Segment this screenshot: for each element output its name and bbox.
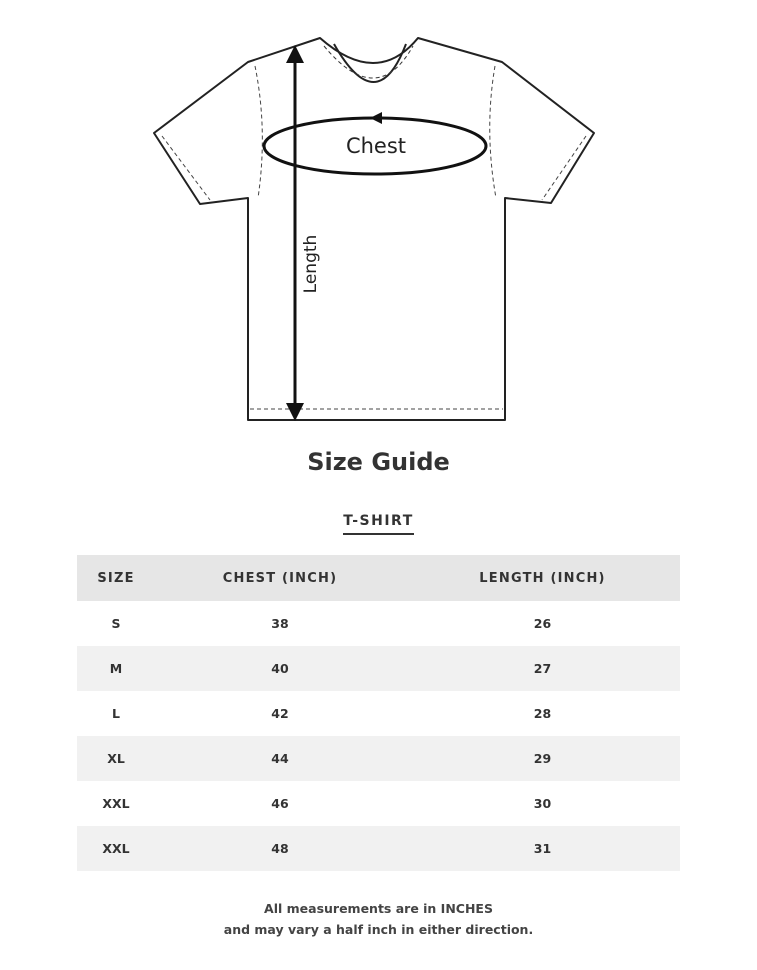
page-title: Size Guide (307, 448, 450, 476)
cell-size: S (111, 616, 121, 631)
table-row (77, 781, 680, 826)
cell-chest: 38 (271, 616, 289, 631)
table-row (77, 646, 680, 691)
cell-length: 29 (405, 736, 680, 781)
cell-length: 27 (405, 646, 680, 691)
length-label: Length (301, 234, 321, 294)
cell-chest: 40 (155, 646, 405, 691)
size-table (77, 555, 680, 871)
cell-chest: 44 (155, 736, 405, 781)
cell-size: XXL (77, 826, 155, 871)
cell-length: 31 (405, 826, 680, 871)
table-row (77, 691, 680, 736)
tshirt-diagram (0, 0, 757, 440)
cell-length: 26 (533, 616, 552, 631)
cell-length: 30 (533, 796, 552, 811)
cell-length: 28 (533, 706, 552, 721)
header-chest: CHEST (INCH) (155, 555, 405, 601)
cell-chest: 46 (271, 796, 289, 811)
cell-chest: 48 (155, 826, 405, 871)
cell-size: M (77, 646, 155, 691)
note-line-2: and may vary a half inch in either direction. (223, 922, 534, 937)
measurement-note (0, 898, 757, 940)
table-row (77, 826, 680, 871)
table-row (77, 736, 680, 781)
product-tab (0, 510, 757, 535)
tshirt-outline (154, 38, 594, 420)
chest-label: Chest (345, 134, 407, 158)
note-line-1: All measurements are in INCHES (264, 901, 493, 916)
tab-tshirt[interactable]: T-SHIRT (343, 513, 414, 535)
header-length: LENGTH (INCH) (405, 555, 680, 601)
table-header-row (77, 555, 680, 601)
cell-chest: 42 (271, 706, 289, 721)
cell-size: XL (77, 736, 155, 781)
cell-size: XXL (102, 796, 130, 811)
cell-size: L (112, 706, 120, 721)
table-row (77, 601, 680, 646)
header-size: SIZE (77, 555, 155, 601)
